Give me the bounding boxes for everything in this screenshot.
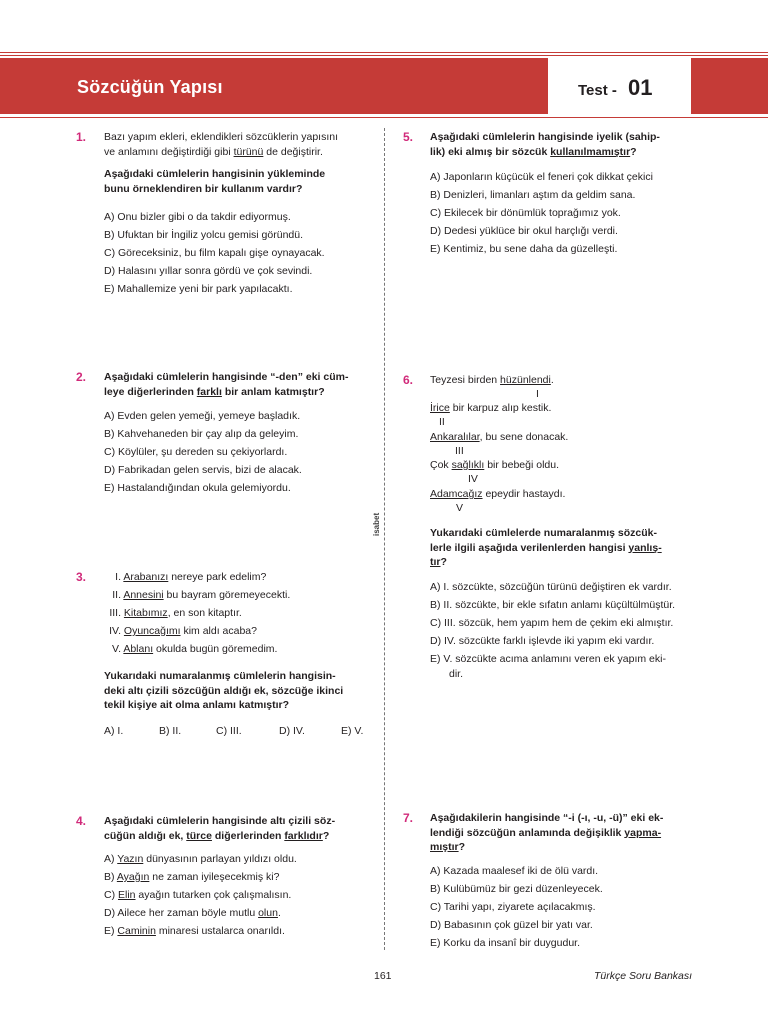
- q6-option-b[interactable]: B) II. sözcükte, bir ekle sıfatın anlamı küçültülmüştür.: [430, 599, 676, 611]
- q6-sentence-1-underlined: hüzünlendi: [500, 374, 551, 386]
- test-label: Test -: [578, 82, 617, 99]
- q6-sentence-3: [430, 431, 568, 443]
- q4-option-a[interactable]: [104, 853, 297, 865]
- question-5-stem: [430, 130, 660, 159]
- q7-ask-line-1: Aşağıdakilerin hangisinde “-i (-ı, -u, -ü)” eki ek-: [430, 812, 664, 824]
- q5-ask-line-2: [430, 145, 660, 160]
- q5-option-c[interactable]: C) Ekilecek bir dönümlük toprağımız yok.: [430, 207, 621, 219]
- q7-ask-line-3: [430, 840, 663, 855]
- q4-option-b-letter: B): [104, 871, 117, 883]
- q4-ask-text-mid: diğerlerinden: [211, 829, 285, 842]
- q1-intro-line-2: [104, 145, 366, 160]
- q3-sentence-5: [104, 643, 277, 655]
- question-7-number: 7.: [403, 811, 414, 825]
- question-2-number: 2.: [76, 370, 87, 384]
- page-title: Sözcüğün Yapısı: [77, 77, 223, 97]
- q1-option-a[interactable]: A) Onu bizler gibi o da takdir ediyormuş.: [104, 211, 291, 223]
- q7-ask-underlined: yapma-: [624, 826, 662, 839]
- q4-ask-underlined-2: farklıdır: [284, 829, 323, 842]
- q2-ask-line-1: Aşağıdaki cümlelerin hangisinde “-den” eki cüm-: [104, 371, 349, 383]
- q4-option-c-post: ayağın tutarken çok çalışmalısın.: [135, 889, 292, 901]
- q6-sentence-5-underlined: Adamcağız: [430, 488, 483, 500]
- test-number: 01: [628, 75, 653, 100]
- q3-choice-d[interactable]: D) IV.: [279, 725, 305, 737]
- q7-option-d[interactable]: D) Babasının çok güzel bir yatı var.: [430, 919, 593, 931]
- q6-roman-5: V: [456, 502, 464, 514]
- q4-option-a-underlined: Yazın: [117, 853, 144, 865]
- q6-sentence-3-post: , bu sene donacak.: [479, 431, 569, 443]
- q5-option-a[interactable]: A) Japonların küçücük el feneri çok dikkat çekici: [430, 171, 653, 183]
- q7-option-a[interactable]: A) Kazada maalesef iki de ölü vardı.: [430, 865, 599, 877]
- q5-ask-text: lik) eki almış bir sözcük: [430, 145, 551, 158]
- q3-ask-line-2: deki altı çizili sözcüğün aldığı ek, sözcüğe ikinci: [104, 684, 344, 697]
- q6-option-e-cont: dir.: [449, 668, 464, 680]
- question-6-number: 6.: [403, 373, 414, 387]
- question-1-stem: [104, 130, 366, 196]
- q2-option-e[interactable]: E) Hastalandığından okula gelemiyordu.: [104, 482, 291, 494]
- q3-underlined-4: Oyuncağımı: [123, 625, 181, 637]
- q6-sentence-1: [430, 374, 554, 386]
- q3-sentence-3: [104, 607, 242, 619]
- header-bottom-rule: [0, 117, 768, 118]
- q6-ask-underlined-cont: tır: [430, 556, 441, 568]
- q6-option-c[interactable]: C) III. sözcük, hem yapım hem de çekim eki almıştır.: [430, 617, 674, 629]
- q5-ask-text-end: ?: [630, 145, 637, 158]
- q1-option-e[interactable]: E) Mahallemize yeni bir park yapılacaktı.: [104, 283, 293, 295]
- q4-option-d-post: .: [277, 907, 281, 919]
- q3-sentence-4: [104, 625, 257, 637]
- q2-option-b[interactable]: B) Kahvehaneden bir çay alıp da geleyim.: [104, 428, 299, 440]
- q4-option-d-letter: D): [104, 907, 118, 919]
- q6-option-a[interactable]: A) I. sözcükte, sözcüğün türünü değiştiren ek vardır.: [430, 581, 672, 593]
- q2-ask-text-end: bir anlam katmıştır?: [221, 385, 325, 398]
- q6-roman-1: I: [536, 388, 539, 400]
- q4-option-c[interactable]: [104, 889, 291, 901]
- q6-roman-3: III: [455, 445, 464, 457]
- book-title: Türkçe Soru Bankası: [594, 970, 693, 982]
- q2-ask-line-2: [104, 385, 348, 400]
- q6-roman-2: II: [439, 416, 445, 428]
- q3-roman-1: I.: [115, 571, 121, 583]
- q4-option-b-post: ne zaman iyileşecekmiş ki?: [149, 871, 280, 883]
- q1-option-c[interactable]: C) Göreceksiniz, bu film kapalı gişe oynayacak.: [104, 247, 325, 259]
- test-label-box: [553, 58, 691, 114]
- q3-underlined-5: Ablanı: [123, 643, 154, 655]
- q5-option-e[interactable]: E) Kentimiz, bu sene daha da güzelleşti.: [430, 243, 618, 255]
- q3-underlined-3: Kitabımız: [123, 607, 168, 619]
- q3-underlined-1: Arabanızı: [123, 571, 169, 583]
- q3-sentence-1: [104, 571, 266, 583]
- q4-option-e-letter: E): [104, 925, 118, 937]
- q2-option-c[interactable]: C) Köylüler, şu dereden su çekiyorlardı.: [104, 446, 288, 458]
- q3-choice-c[interactable]: C) III.: [216, 725, 242, 737]
- q5-ask-line-1: Aşağıdaki cümlelerin hangisinde iyelik (sahip-: [430, 131, 660, 143]
- page-number: 161: [374, 970, 392, 982]
- q3-roman-5: V.: [112, 643, 121, 655]
- q2-option-d[interactable]: D) Fabrikadan gelen servis, bizi de alacak.: [104, 464, 302, 476]
- question-1-number: 1.: [76, 130, 87, 144]
- q1-intro-underlined: türünü: [233, 145, 264, 158]
- q4-option-a-post: dünyasının parlayan yıldızı oldu.: [143, 853, 297, 865]
- q5-option-d[interactable]: D) Dedesi yüklüce bir okul harçlığı verdi.: [430, 225, 618, 237]
- header-top-rule: [0, 52, 768, 53]
- q2-ask-underlined: farklı: [196, 385, 222, 398]
- q4-option-e-underlined: Caminin: [117, 925, 156, 937]
- q5-ask-underlined: kullanılmamıştır: [550, 145, 631, 158]
- q3-rest-5: okulda bugün göremedim.: [153, 643, 278, 655]
- q6-ask-text-end: ?: [440, 556, 447, 568]
- q6-sentence-2-underlined: İrice: [430, 402, 450, 414]
- q3-sentence-2: [104, 589, 290, 601]
- q4-option-b[interactable]: [104, 871, 279, 883]
- q4-option-c-letter: C): [104, 889, 118, 901]
- q1-intro-text-end: de değiştirir.: [263, 145, 323, 158]
- q3-rest-4: kim aldı acaba?: [180, 625, 257, 637]
- question-2-stem: [104, 370, 348, 399]
- q1-ask-line-2: bunu örneklendiren bir kullanım vardır?: [104, 182, 303, 195]
- q4-option-b-underlined: Ayağın: [116, 871, 150, 883]
- q4-ask-underlined-1: türce: [186, 829, 212, 842]
- q4-option-d-pre: Ailece her zaman böyle mutlu: [117, 907, 259, 919]
- question-4-stem: [104, 814, 335, 843]
- q6-sentence-5-post: epeydir hastaydı.: [482, 488, 566, 500]
- q3-roman-3: III.: [109, 607, 121, 619]
- question-3-stem: [104, 669, 343, 713]
- q2-ask-text: leye diğerlerinden: [104, 385, 197, 398]
- q4-option-c-underlined: Elin: [118, 889, 136, 901]
- q7-option-e[interactable]: E) Korku da insanî bir duygudur.: [430, 937, 581, 949]
- q3-roman-2: II.: [112, 589, 121, 601]
- q3-roman-4: IV.: [109, 625, 121, 637]
- q3-choice-a[interactable]: A) I.: [104, 725, 124, 737]
- q4-option-d[interactable]: [104, 907, 281, 919]
- q6-sentence-1-pre: Teyzesi birden: [430, 374, 501, 386]
- q6-sentence-4-pre: Çok: [430, 459, 452, 471]
- side-brand-tag: isabet: [372, 512, 381, 536]
- q4-ask-line-2: [104, 829, 335, 844]
- q7-ask-text-end: ?: [458, 841, 466, 853]
- q6-sentence-5: [430, 488, 565, 500]
- q6-ask-line-2: [430, 541, 662, 556]
- q3-choice-e[interactable]: E) V.: [341, 725, 364, 737]
- q3-rest-1: nereye park edelim?: [168, 571, 267, 583]
- q6-sentence-3-underlined: Ankaralılar: [430, 431, 480, 443]
- q3-underlined-2: Annesini: [123, 589, 164, 601]
- q4-ask-line-1: Aşağıdaki cümlelerin hangisinde altı çizili söz-: [104, 815, 336, 827]
- q4-option-d-underlined: olun: [258, 907, 278, 919]
- q6-ask-underlined: yanlış-: [628, 541, 662, 554]
- q7-ask-line-2: [430, 826, 663, 841]
- banner-right-block: [691, 58, 768, 114]
- q6-option-e[interactable]: E) V. sözcükte acıma anlamını veren ek yapım eki-: [430, 653, 666, 665]
- q6-roman-4: IV: [468, 473, 478, 485]
- question-4-number: 4.: [76, 814, 87, 828]
- q1-ask-line-1: Aşağıdaki cümlelerin hangisinin yükleminde: [104, 168, 326, 180]
- q2-option-a[interactable]: A) Evden gelen yemeği, yemeye başladık.: [104, 410, 301, 422]
- question-3-number: 3.: [76, 570, 87, 584]
- q4-option-e[interactable]: [104, 925, 285, 937]
- q7-option-b[interactable]: B) Kulübümüz bir gezi düzenleyecek.: [430, 883, 603, 895]
- q1-intro-text: ve anlamını değiştirdiği gibi: [104, 145, 234, 158]
- q4-ask-text: cüğün aldığı ek,: [104, 829, 187, 842]
- header-top-rule-inner: [0, 55, 768, 56]
- column-divider: [384, 128, 385, 950]
- q7-option-c[interactable]: C) Tarihi yapı, ziyarete açılacakmış.: [430, 901, 596, 913]
- q6-ask-line-1: Yukarıdaki cümlelerde numaralanmış sözcük-: [430, 527, 658, 539]
- q6-sentence-4-post: bir bebeği oldu.: [484, 459, 560, 471]
- q1-option-d[interactable]: D) Halasını yıllar sonra gördü ve çok sevindi.: [104, 265, 313, 277]
- question-5-number: 5.: [403, 130, 414, 144]
- question-7-stem: [430, 811, 663, 855]
- q3-rest-3: , en son kitaptır.: [167, 607, 242, 619]
- q3-choice-b[interactable]: B) II.: [159, 725, 182, 737]
- q3-ask-line-1: Yukarıdaki numaralanmış cümlelerin hangisin-: [104, 670, 336, 682]
- q6-sentence-4-underlined: sağlıklı: [451, 459, 485, 471]
- q6-option-d[interactable]: D) IV. sözcükte farklı işlevde iki yapım eki vardır.: [430, 635, 655, 647]
- q1-intro-line-1: Bazı yapım ekleri, eklendikleri sözcüklerin yapısını: [104, 131, 339, 143]
- q4-option-e-post: minaresi ustalarca onarıldı.: [155, 925, 285, 937]
- q6-ask-line-3: [430, 555, 662, 570]
- q4-option-a-letter: A): [104, 853, 118, 865]
- q6-sentence-4: [430, 459, 559, 471]
- q6-ask-text: lerle ilgili aşağıda verilenlerden hangisi: [430, 541, 629, 554]
- q5-option-b[interactable]: B) Denizleri, limanları aştım da geldim sana.: [430, 189, 636, 201]
- q4-ask-text-end: ?: [322, 829, 330, 842]
- question-6-stem: [430, 526, 662, 570]
- q1-option-b[interactable]: B) Ufuktan bir İngiliz yolcu gemisi göründü.: [104, 229, 304, 241]
- q3-rest-2: bu bayram göremeyecekti.: [163, 589, 291, 601]
- q6-sentence-2-post: bir karpuz alıp kestik.: [449, 402, 552, 414]
- q7-ask-underlined-cont: mıştır: [430, 841, 459, 853]
- q6-sentence-2: [430, 402, 551, 414]
- q7-ask-text: lendiği sözcüğün anlamında değişiklik: [430, 826, 625, 839]
- q6-sentence-1-post: .: [550, 374, 554, 386]
- q3-ask-line-3: tekil kişiye ait olma anlamı katmıştır?: [104, 699, 289, 711]
